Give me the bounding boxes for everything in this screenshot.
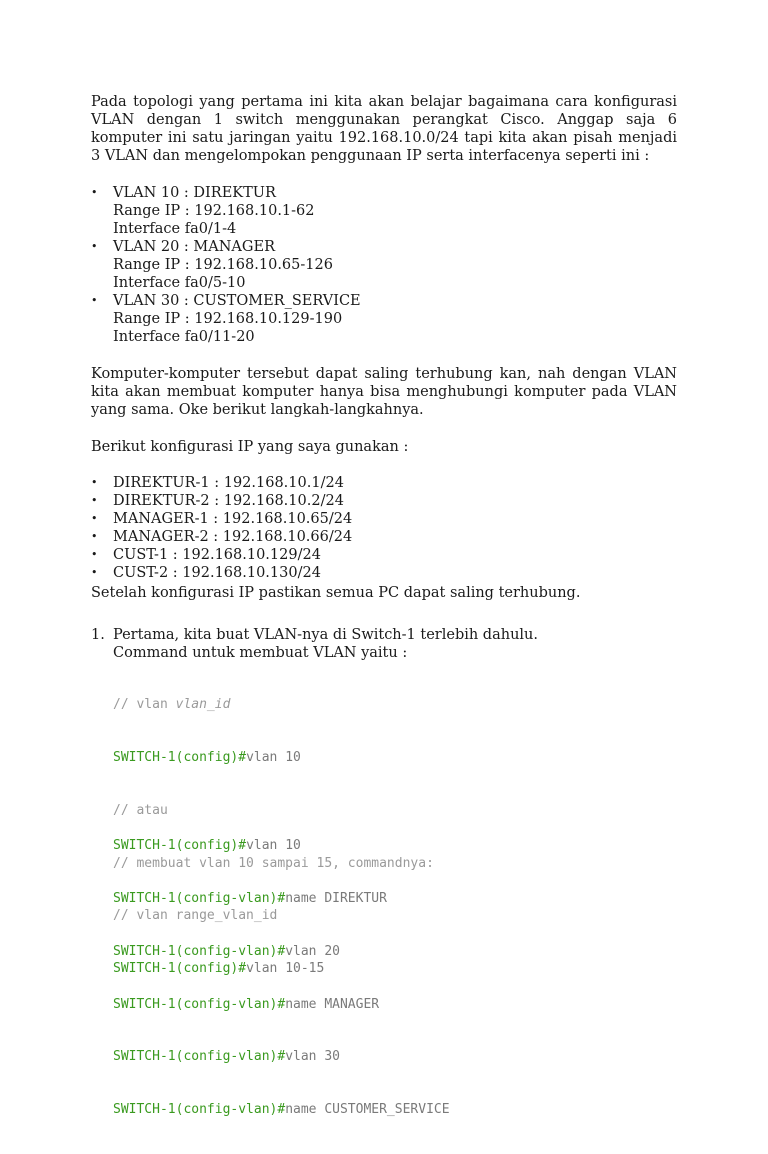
- vlan-title: • VLAN 30 : CUSTOMER_SERVICE: [113, 293, 361, 309]
- list-item: [91, 292, 361, 346]
- list-item: • CUST-1 : 192.168.10.129/24: [91, 546, 352, 564]
- code-line: [113, 943, 450, 961]
- code-prompt: SWITCH-1(config)#: [113, 838, 247, 854]
- vlan-title: • VLAN 20 : MANAGER: [113, 239, 275, 255]
- code-command: vlan 10: [246, 749, 301, 765]
- code-command: vlan 30: [285, 1049, 340, 1065]
- code-comment: // atau: [113, 802, 168, 818]
- code-prompt: SWITCH-1(config-vlan)#: [113, 1049, 286, 1065]
- list-item: • MANAGER-2 : 192.168.10.66/24: [91, 528, 352, 546]
- vlan-interface: Interface fa0/11-20: [113, 329, 255, 345]
- ip-config-note: Setelah konfigurasi IP pastikan semua PC dapat saling terhubung.: [91, 585, 581, 601]
- list-item: • DIREKTUR-2 : 192.168.10.2/24: [91, 492, 352, 510]
- vlan-range: Range IP : 192.168.10.1-62: [113, 203, 315, 219]
- intro-paragraph: Pada topologi yang pertama ini kita akan belajar bagaimana cara konfigurasi VLAN dengan 1 switch menggunakan perangkat Cisco. Anggap saja 6 komputer ini satu jaringan yaitu 192.168.10.0/24 tapi kita akan pisah menjadi 3 VLAN dan mengelompokan penggunaan IP serta interfacenya seperti ini :: [91, 94, 677, 164]
- vlan-explanation-paragraph: Komputer-komputer tersebut dapat saling terhubung kan, nah dengan VLAN kita akan membuat komputer hanya bisa menghubungi komputer pada VLAN yang sama. Oke berikut langkah-langkahnya.: [91, 366, 677, 418]
- list-item: [91, 184, 361, 238]
- code-line: [113, 890, 450, 908]
- code-line: [113, 837, 450, 855]
- code-line: [113, 1048, 450, 1066]
- code-command: name DIREKTUR: [285, 890, 387, 906]
- code-prompt: SWITCH-1(config)#: [113, 961, 247, 977]
- code-line: [113, 749, 434, 767]
- vlan-range: Range IP : 192.168.10.129-190: [113, 311, 343, 327]
- code-comment: // vlan range_vlan_id: [113, 908, 278, 924]
- code-comment: // membuat vlan 10 sampai 15, commandnya:: [113, 855, 434, 871]
- code-prompt: SWITCH-1(config-vlan)#: [113, 890, 286, 906]
- list-item: • DIREKTUR-1 : 192.168.10.1/24: [91, 474, 352, 492]
- code-command: vlan 20: [285, 943, 340, 959]
- step-1-line-2: Command untuk membuat VLAN yaitu :: [113, 645, 408, 661]
- code-comment: // vlan vlan_id: [113, 697, 231, 713]
- code-command: name MANAGER: [285, 996, 380, 1012]
- code-line: [113, 1101, 450, 1119]
- code-block-vlan-create: [113, 802, 450, 1154]
- step-1: [91, 626, 538, 662]
- code-prompt: SWITCH-1(config-vlan)#: [113, 996, 286, 1012]
- code-prompt: SWITCH-1(config-vlan)#: [113, 1102, 286, 1118]
- list-item: • CUST-2 : 192.168.10.130/24: [91, 564, 352, 582]
- vlan-title: • VLAN 10 : DIREKTUR: [113, 185, 276, 201]
- ip-list: [91, 474, 352, 582]
- vlan-list: [91, 184, 361, 346]
- code-prompt: SWITCH-1(config)#: [113, 749, 247, 765]
- code-command: vlan 10-15: [246, 961, 325, 977]
- vlan-interface: Interface fa0/5-10: [113, 275, 246, 291]
- list-item: • MANAGER-1 : 192.168.10.65/24: [91, 510, 352, 528]
- list-item: [91, 238, 361, 292]
- ip-config-heading: Berikut konfigurasi IP yang saya gunakan :: [91, 439, 409, 455]
- code-prompt: SWITCH-1(config-vlan)#: [113, 943, 286, 959]
- code-line: [113, 996, 450, 1014]
- code-command: vlan 10: [246, 838, 301, 854]
- step-number: 1.: [91, 627, 105, 643]
- vlan-range: Range IP : 192.168.10.65-126: [113, 257, 333, 273]
- vlan-interface: Interface fa0/1-4: [113, 221, 237, 237]
- step-1-line-1: Pertama, kita buat VLAN-nya di Switch-1 terlebih dahulu.: [113, 627, 538, 643]
- code-command: name CUSTOMER_SERVICE: [285, 1102, 450, 1118]
